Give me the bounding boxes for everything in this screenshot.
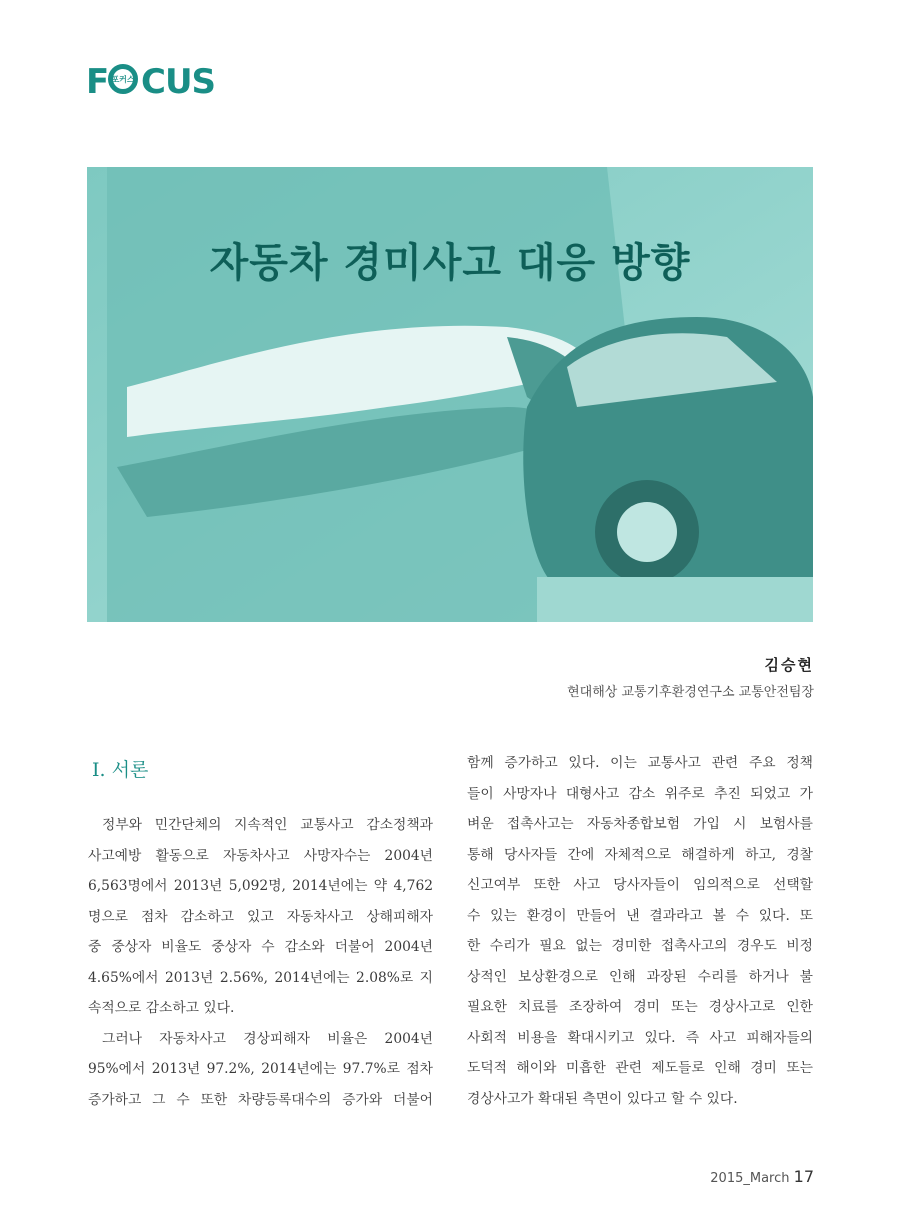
text-line: 한 수리가 필요 없는 경미한 접촉사고의 경우도 비정 [467,938,813,954]
text-line: 중 중상자 비율도 중상자 수 감소와 더불어 2004년 [88,939,433,955]
text-line: 필요한 치료를 조장하여 경미 또는 경상사고로 인한 [467,999,813,1015]
hero-image [87,167,813,622]
section-heading: Ⅰ. 서론 [92,759,149,781]
text-line: 그러나 자동차사고 경상피해자 비율은 2004년 [102,1030,433,1047]
text-line: 들이 사망자나 대형사고 감소 위주로 추진 되었고 가 [467,785,813,802]
right-column [467,748,813,1114]
author-affiliation: 현대해상 교통기후환경연구소 교통안전팀장 [567,685,814,700]
text-line: 도덕적 해이와 미흡한 관련 제도들로 인해 경미 또는 [467,1060,813,1076]
issue-label: 2015_March [710,1171,790,1186]
logo-inner-text: 포커스 [111,75,135,84]
text-line: 함께 증가하고 있다. 이는 교통사고 관련 주요 정책 [467,755,813,771]
text-line: 사회적 비용을 확대시키고 있다. 즉 사고 피해자들의 [467,1029,813,1046]
page-number: 17 [793,1167,814,1186]
logo-cus: CUS [141,62,216,102]
article-title: 자동차 경미사고 대응 방향 [209,240,691,286]
left-column [88,810,433,1115]
text-line: 4.65%에서 2013년 2.56%, 2014년에는 2.08%로 지 [88,969,433,986]
text-line: 수 있는 환경이 만들어 낸 결과라고 볼 수 있다. 또 [467,907,813,924]
text-line: 통해 당사자들 간에 자체적으로 해결하게 하고, 경찰 [467,846,813,863]
text-line: 신고여부 또한 사고 당사자들이 임의적으로 선택할 [467,877,813,893]
text-line: 경상사고가 확대된 측면이 있다고 할 수 있다. [467,1090,738,1107]
text-line: 증가하고 그 수 또한 차량등록대수의 증가와 더불어 [88,1091,433,1108]
page-footer [710,1167,814,1186]
text-line: 속적으로 감소하고 있다. [88,1000,235,1016]
text-line: 95%에서 2013년 97.2%, 2014년에는 97.7%로 점차 [88,1061,433,1077]
text-line: 사고예방 활동으로 자동차사고 사망자수는 2004년 [88,847,433,864]
text-line: 벼운 접촉사고는 자동차종합보험 가입 시 보험사를 [467,816,813,832]
text-line: 상적인 보상환경으로 인해 과장된 수리를 하거나 불 [467,968,813,985]
logo-f: F [86,62,109,102]
author-name: 김승현 [764,656,814,674]
text-line: 6,563명에서 2013년 5,092명, 2014년에는 약 4,762 [88,878,433,894]
text-line: 명으로 점차 감소하고 있고 자동차사고 상해피해자 [88,908,433,925]
text-line: 정부와 민간단체의 지속적인 교통사고 감소정책과 [102,817,433,833]
